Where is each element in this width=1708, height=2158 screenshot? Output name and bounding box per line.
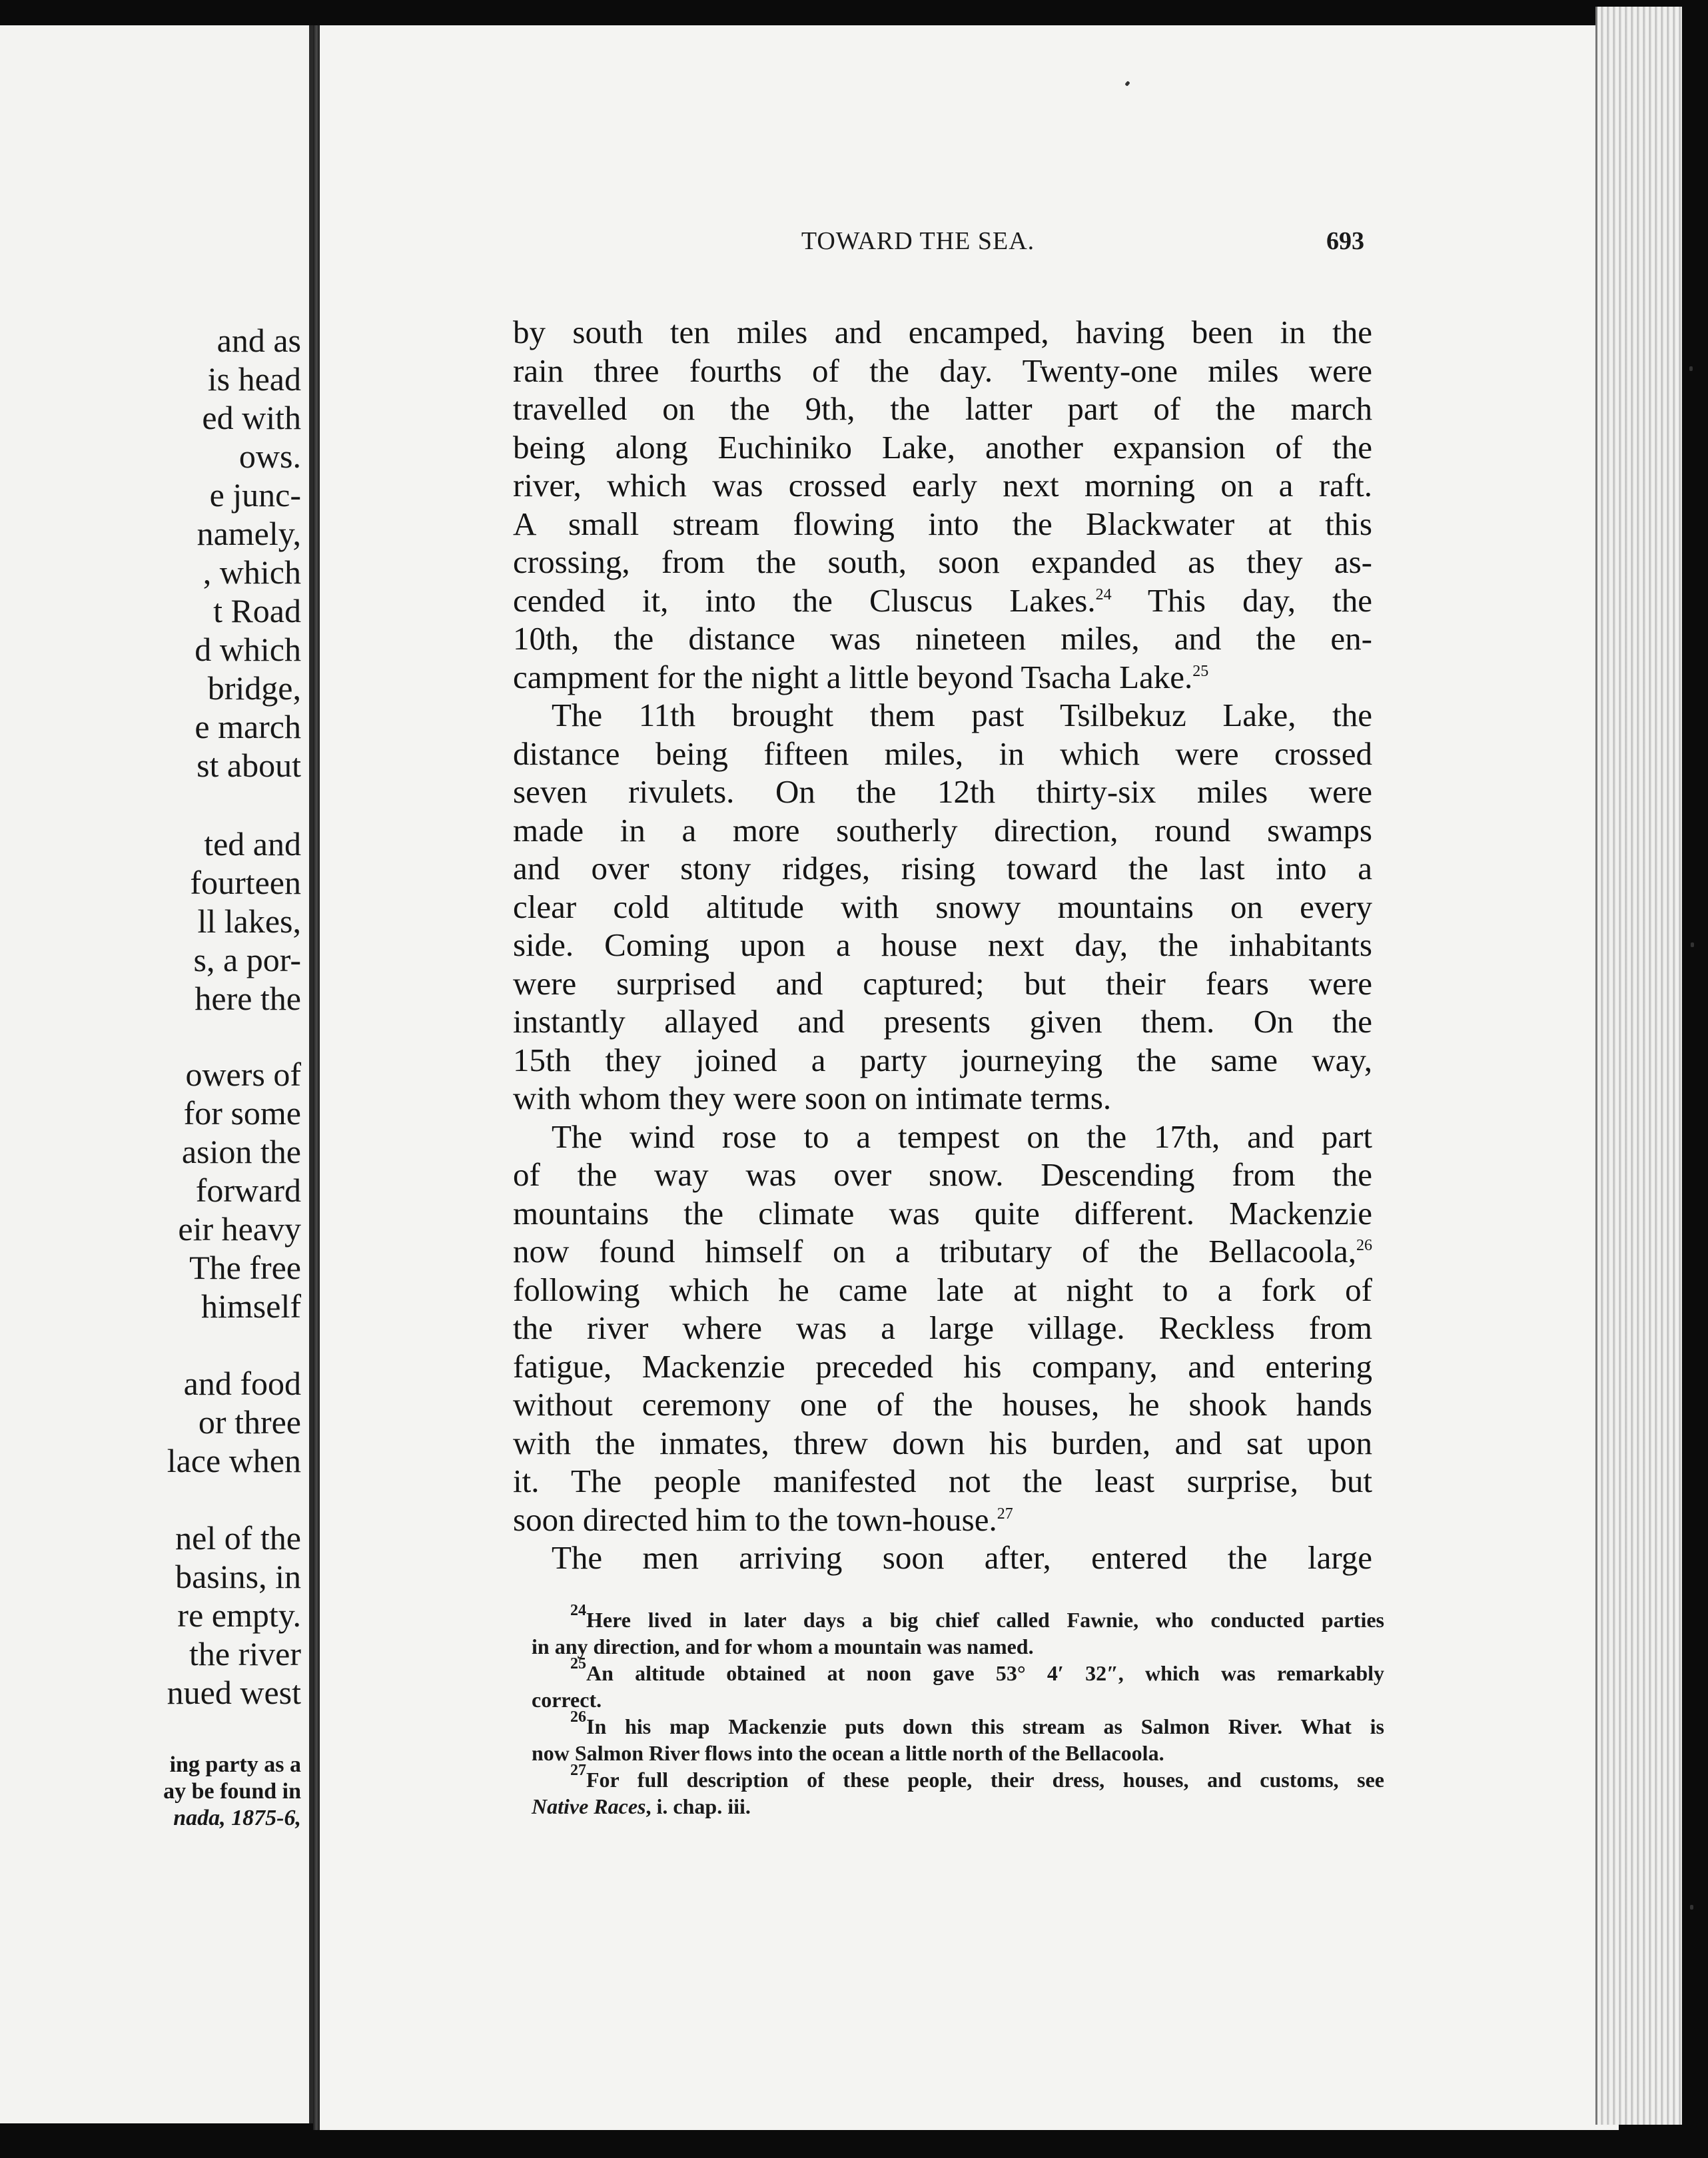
scan-speck — [1691, 942, 1694, 947]
footnote-marker-27: 27 — [570, 1762, 586, 1779]
body-line: distance being fifteen miles, in which were crossed — [513, 735, 1372, 772]
body-line: The wind rose to a tempest on the 17th, and part — [552, 1118, 1372, 1155]
left-page-line: nued west — [167, 1674, 301, 1711]
left-page-line: for some — [183, 1094, 301, 1132]
footnote-line — [532, 1793, 1384, 1820]
left-page-line: and food — [183, 1365, 301, 1402]
left-page-footnote-line: ing party as a — [169, 1752, 301, 1777]
body-line: and over stony ridges, rising toward the last into a — [513, 850, 1372, 887]
footnote-line — [532, 1762, 1384, 1793]
body-line — [513, 658, 1372, 697]
body-line: mountains the climate was quite different. Mackenzie — [513, 1194, 1372, 1232]
body-line: with whom they were soon on intimate terms. — [513, 1080, 1112, 1116]
note-ref-26[interactable]: 26 — [1356, 1237, 1372, 1254]
footnote-marker-25: 25 — [570, 1655, 586, 1672]
body-line: crossing, from the south, soon expanded as they as- — [513, 543, 1372, 580]
body-line — [513, 581, 1372, 620]
body-line: with the inmates, threw down his burden, and sat upon — [513, 1424, 1372, 1461]
body-line-text: now found himself on a tributary of the Bellacoola, — [513, 1233, 1356, 1269]
left-page-line: ted and — [204, 825, 301, 863]
left-page-footnote-line — [173, 1805, 301, 1832]
left-page-footnote-italic: nada, 1875-6, — [173, 1806, 301, 1830]
body-line: 10th, the distance was nineteen miles, and the en- — [513, 620, 1372, 657]
body-line: The 11th brought them past Tsilbekuz Lake, the — [552, 697, 1372, 733]
left-page-line: is head — [207, 360, 301, 398]
body-line — [513, 1501, 1372, 1539]
body-line: travelled on the 9th, the latter part of the march — [513, 390, 1372, 427]
left-page-line: fourteen — [190, 864, 301, 901]
body-line: side. Coming upon a house next day, the inhabitants — [513, 926, 1372, 963]
left-page-line: e march — [195, 708, 301, 745]
page-edges — [1595, 7, 1684, 2125]
body-line: clear cold altitude with snowy mountains on every — [513, 888, 1372, 925]
body-line: without ceremony one of the houses, he shook hands — [513, 1386, 1372, 1423]
left-page-line: namely, — [197, 515, 301, 552]
body-line: made in a more southerly direction, round swamps — [513, 811, 1372, 849]
left-page-line: s, a por- — [193, 941, 301, 978]
footnote-line — [532, 1602, 1384, 1633]
left-page-line: or three — [198, 1403, 301, 1441]
scan-speck — [1690, 1905, 1693, 1910]
left-page-line: re empty. — [177, 1597, 301, 1634]
left-page-line: eir heavy — [178, 1210, 301, 1248]
body-line: following which he came late at night to a fork of — [513, 1271, 1372, 1308]
footnote-line: correct. — [532, 1688, 602, 1712]
footnote-marker-24: 24 — [570, 1602, 586, 1619]
footnote-text: In his map Mackenzie puts down this stream as Salmon River. What is — [586, 1714, 1384, 1738]
left-page-line: t Road — [213, 592, 301, 629]
body-line: seven rivulets. On the 12th thirty-six miles were — [513, 773, 1372, 810]
body-line: being along Euchiniko Lake, another expansion of the — [513, 428, 1372, 466]
left-page-line: and as — [216, 322, 301, 359]
body-line: it. The people manifested not the least surprise, but — [513, 1463, 1372, 1499]
body-line-text: campment for the night a little beyond Tsacha Lake. — [513, 658, 1193, 695]
left-page-line: bridge, — [207, 669, 301, 707]
left-page-line: owers of — [185, 1056, 301, 1093]
body-line: rain three fourths of the day. Twenty-one miles were — [513, 352, 1372, 389]
body-line: were surprised and captured; but their fears were — [513, 964, 1372, 1002]
body-text — [513, 313, 1372, 1577]
body-line: 15th they joined a party journeying the same way, — [513, 1041, 1372, 1078]
left-page-line: st about — [197, 747, 301, 784]
note-ref-25[interactable]: 25 — [1192, 662, 1209, 680]
body-line-text: cended it, into the Cluscus Lakes. — [513, 581, 1096, 619]
body-line: A small stream flowing into the Blackwater at this — [513, 505, 1372, 542]
left-page-line: basins, in — [175, 1558, 301, 1595]
scan-speck — [1689, 366, 1693, 371]
footnote-line: now Salmon River flows into the ocean a little north of the Bellacoola. — [532, 1741, 1164, 1765]
footnote-line: in any direction, and for whom a mountain was named. — [532, 1634, 1034, 1658]
left-page-line: himself — [201, 1287, 301, 1325]
left-page-line: nel of the — [175, 1519, 301, 1557]
body-line: the river where was a large village. Reckless from — [513, 1309, 1372, 1346]
scan-border — [1682, 0, 1708, 2158]
body-line-text: soon directed him to the town-house. — [513, 1501, 997, 1538]
left-page-line: ed with — [202, 399, 301, 436]
footnotes — [532, 1602, 1384, 1820]
left-page-line: , which — [203, 553, 301, 591]
left-page-line: e junc- — [209, 476, 301, 514]
left-page-line: ll lakes, — [197, 902, 301, 940]
left-page-line: ows. — [238, 438, 301, 475]
left-page — [0, 25, 313, 2123]
footnote-text: For full description of these people, their dress, houses, and customs, see — [586, 1768, 1384, 1792]
footnote-line — [532, 1708, 1384, 1740]
body-line: The men arriving soon after, entered the large — [552, 1539, 1372, 1576]
note-ref-24[interactable]: 24 — [1095, 585, 1112, 603]
left-page-line: the river — [189, 1635, 301, 1672]
body-line: of the way was over snow. Descending from the — [513, 1156, 1372, 1193]
footnote-marker-26: 26 — [570, 1708, 586, 1726]
body-line: instantly allayed and presents given them. On the — [513, 1003, 1372, 1040]
footnote-text: Here lived in later days a big chief called Fawnie, who conducted parties — [586, 1608, 1384, 1632]
body-line: river, which was crossed early next morning on a raft. — [513, 467, 1372, 504]
left-page-line: asion the — [181, 1133, 301, 1170]
book-title-italic: Native Races — [532, 1794, 646, 1818]
book-gutter — [313, 25, 320, 2130]
left-page-line: here the — [195, 980, 301, 1017]
running-head — [472, 226, 1364, 266]
left-page-line: forward — [195, 1172, 301, 1209]
body-line-text: This day, the — [1111, 581, 1372, 619]
left-page-line: The free — [189, 1249, 301, 1286]
page-number: 693 — [1326, 227, 1364, 255]
footnote-text: An altitude obtained at noon gave 53° 4′ 32″, which was remarkably — [586, 1661, 1384, 1685]
body-line — [513, 1232, 1372, 1271]
running-title: TOWARD THE SEA. — [801, 227, 1035, 255]
body-line: by south ten miles and encamped, having been in the — [513, 314, 1372, 350]
body-line: fatigue, Mackenzie preceded his company, and entering — [513, 1347, 1372, 1385]
left-page-line: lace when — [167, 1442, 301, 1479]
footnote-line — [532, 1655, 1384, 1686]
left-page-footnote-line: ay be found in — [163, 1779, 301, 1804]
left-page-line: d which — [195, 631, 301, 668]
note-ref-27[interactable]: 27 — [997, 1505, 1013, 1523]
footnote-text: , i. chap. iii. — [645, 1794, 751, 1818]
